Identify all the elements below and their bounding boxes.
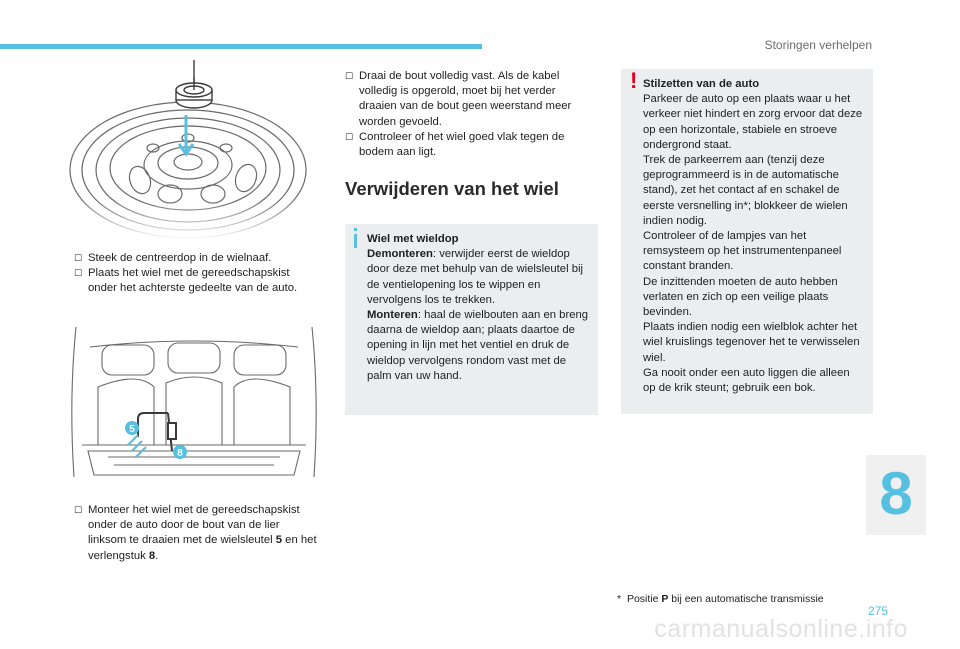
step-item: ☐ Draai de bout volledig vast. Als de kabel volledig is opgerold, moet bij het verder draaien van de bout geen weerstand meer worden gevoeld. xyxy=(345,70,572,128)
chapter-tab xyxy=(866,455,926,535)
spare-wheel-illustration xyxy=(68,60,320,240)
trunk-winch-illustration xyxy=(68,327,320,485)
step-item: ☐ Controleer of het wiel goed vlak tegen de bodem aan ligt. xyxy=(345,130,565,159)
chapter-number: 8 xyxy=(879,460,913,527)
page-number: 275 xyxy=(867,604,888,618)
bullet-checkbox-icon: ☐ xyxy=(74,253,83,263)
warning-title: Stilzetten van de auto xyxy=(643,78,760,90)
callout-5-label: 5 xyxy=(129,424,135,435)
warning-line: Ga nooit onder een auto liggen die alleen op de krik steunt; gebruik een bok. xyxy=(643,366,850,395)
info-title: Wiel met wieldop xyxy=(367,233,459,245)
section-heading: Verwijderen van het wiel xyxy=(345,178,559,199)
step-item: ☐ Steek de centreerdop in de wielnaaf. xyxy=(74,251,319,266)
footnote: * Positie P bij een automatische transmissie xyxy=(617,593,824,605)
bullet-checkbox-icon: ☐ xyxy=(345,71,354,81)
warning-box-parking xyxy=(621,69,873,414)
step-mount-wheel xyxy=(74,503,319,564)
callout-8-label: 8 xyxy=(177,448,183,459)
warning-line: Parkeer de auto op een plaats waar u het verkeer niet hindert en zorg ervoor dat deze op een horizontale, stabiele en stroeve ondergrond staat. xyxy=(643,93,863,151)
section-title: Storingen verhelpen xyxy=(764,38,872,52)
warning-line: Plaats indien nodig een wielblok achter het wiel kruislings tegenover het te verwisselen wiel. xyxy=(643,321,860,364)
header-accent-bar xyxy=(0,44,482,49)
warning-line: Trek de parkeerrem aan (tenzij deze geprogrammeerd is in de automatische stand), zet het contact af en schakel de eerste versnelling in*; blokkeer de wielen indien nodig. xyxy=(643,154,848,227)
steps-centering xyxy=(74,251,319,297)
bullet-checkbox-icon: ☐ xyxy=(74,505,83,515)
warning-icon: ! xyxy=(630,68,638,93)
watermark: carmanualsonline.info xyxy=(654,615,908,643)
info-mount: Monteren: haal de wielbouten aan en breng daarna de wieldop aan; plaats daartoe de opening in lijn met het ventiel en druk de wieldop vervolgens rondom vast met de palm van uw hand. xyxy=(367,309,589,382)
steps-tighten xyxy=(345,69,593,160)
info-box-hubcap xyxy=(345,224,598,415)
info-remove: Demonteren: verwijder eerst de wieldop door deze met behulp van de wielsleutel bij de ventielopening los te wippen en vervolgens los te trekken. xyxy=(367,248,584,306)
bullet-checkbox-icon: ☐ xyxy=(345,131,354,142)
warning-line: De inzittenden moeten de auto hebben verlaten en zich op een veilige plaats bevinden. xyxy=(643,275,838,319)
step-item: ☐ Plaats het wiel met de gereedschapskist onder het achterste gedeelte van de auto. xyxy=(74,267,298,295)
bullet-checkbox-icon: ☐ xyxy=(74,268,83,279)
step-item: ☐ Monteer het wiel met de gereedschapskist onder de auto door de bout van de lier linksom te draaien met de wielsleutel 5 en het verlengstuk 8. xyxy=(74,504,317,562)
info-icon xyxy=(354,228,357,231)
warning-line: Controleer of de lampjes van het remsysteem op het instrumentenpaneel constant branden. xyxy=(643,230,842,273)
